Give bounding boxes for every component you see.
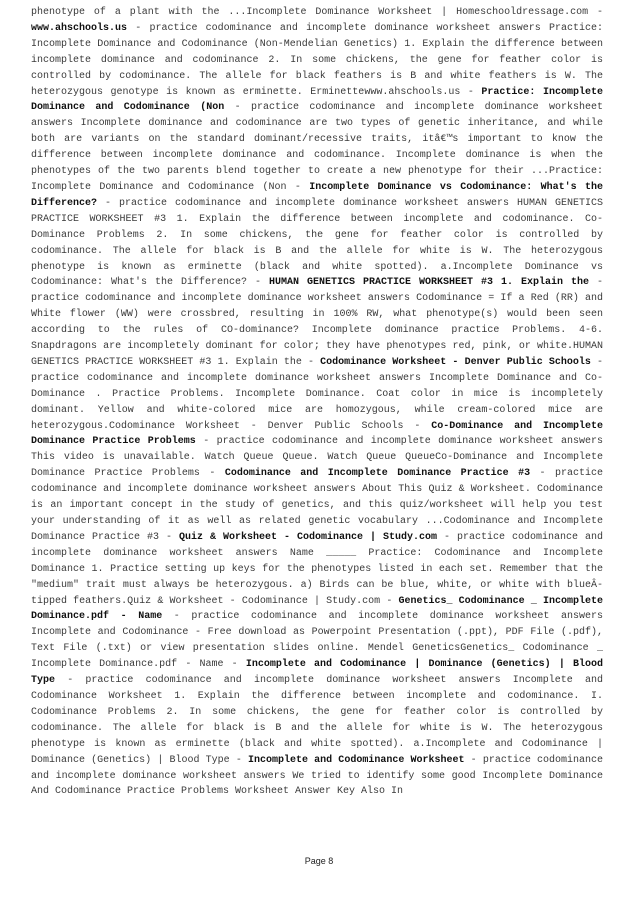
bold-link-text: Incomplete Dominance vs Codominance: What's the Difference? <box>31 181 604 209</box>
text-segment: - practice codominance and incomplete dominance worksheet answers Incomplete Dominance and Co-Dominance . Practice Problems. Incomplete Dominance. Coat color in mice is incompletely dominant. Yellow and white-colored mice are homozygous, while cream-colored mice are heterozygous.Codominance Worksheet - Denver Public Schools - <box>31 356 604 432</box>
bold-link-text: Co-Dominance and Incomplete Dominance Practice Problems <box>31 420 604 448</box>
bold-link-text: www.ahschools.us <box>31 22 128 34</box>
bold-link-text: Incomplete and Codominance | Dominance (Genetics) | Blood Type <box>31 659 603 687</box>
text-segment: - practice codominance and incomplete dominance worksheet answers Practice: Incomplete Dominance and Codominance (Non-Mendelian Genetics) 1. Explain the difference between incomplete dominance and codominance 2. In some chickens, the gene for feather color is controlled by codominance. The allele for black feathers is B and white feathers is W. The heterozygous genotype is known as erminette. Erminettewww.ahschools.us - <box>31 22 603 98</box>
page-number: Page 8 <box>304 856 334 866</box>
text-segment: - practice codominance and incomplete dominance worksheet answers Incomplete and Codominance - Free download as Powerpoint Presentation (.ppt), PDF File (.pdf), Text File (.txt) or view presentation slides online. Mendel GeneticsGenetics_ Codominance _ Incomplete Dominance.pdf - Name - <box>31 611 603 671</box>
text-segment: phenotype of a plant with the ...Incomplete Dominance Worksheet | Homeschooldressage.com - <box>31 7 603 18</box>
text-segment: - practice codominance and incomplete dominance worksheet answers Codominance = If a Red (RR) and White flower (WW) were crossbred, resulting in 100% RW, what phenotype(s) would been seen according to the rules of CO-dominance? Incomplete dominance practice Problems. 4-6. Snapdragons are incompletely dominant for color; they have phenotypes red, pink, or white.HUMAN GENETICS PRACTICE WORKSHEET #3 1. Explain the - <box>31 277 603 368</box>
bold-link-text: Incomplete and Codominance Worksheet <box>247 754 465 766</box>
bold-link-text: HUMAN GENETICS PRACTICE WORKSHEET #3 1. Explain the <box>269 277 589 289</box>
bold-link-text: Quiz & Worksheet - Codominance | Study.com <box>179 531 437 543</box>
text-segment: - practice codominance and incomplete dominance worksheet answers Name _____ Practice: Codominance and Incomplete Dominance 1. Practice setting up keys for the phenotypes listed in each set. Remember that the "medium" trait must always be heterozygous. a) Birds can be blue, white, or white with blueÂ-tipped feathers.Quiz & Worksheet - Codominance | Study.com - <box>31 531 603 607</box>
bold-link-text: Genetics_ Codominance _ Incomplete Dominance.pdf - Name <box>31 595 603 623</box>
text-segment: - practice codominance and incomplete dominance worksheet answers Incomplete and Codominance Worksheet 1. Explain the difference between incomplete and codominance. I. Codominance Problems 2. In some chickens, the gene for feather color is controlled by codominance. The allele for black is B and the allele for white is W. The heterozygous phenotype is known as erminette (black and white spotted). a.Incomplete and Codominance | Dominance (Genetics) | Blood Type - <box>31 675 603 766</box>
text-segment: - practice codominance and incomplete dominance worksheet answers We tried to identify some good Incomplete Dominance And Codominance Practice Problems Worksheet Answer Key Also In <box>31 754 603 798</box>
text-segment: - practice codominance and incomplete dominance worksheet answers This video is unavailable. Watch Queue Queue. Watch Queue QueueCo-Dominance and Incomplete Dominance Practice Problems - <box>31 436 603 480</box>
text-segment: - practice codominance and incomplete dominance worksheet answers Incomplete dominance and codominance are two types of genetic inheritance, and while both are variants on the standard dominant/recessive traits, itâ€™s important to know the difference between incomplete dominance and codominance. Incomplete dominance is when the phenotypes of the two parents blend together to create a new phenotype for their ...Practice: Incomplete Dominance and Codominance (Non - <box>31 102 603 193</box>
bold-link-text: Codominance and Incomplete Dominance Practice #3 <box>224 468 531 480</box>
text-segment: - practice codominance and incomplete dominance worksheet answers About This Quiz & Worksheet. Codominance is an important concept in the study of genetics, and this quiz/worksheet will help you test your understanding of it as well as related genetic vocabulary ...Codominance and Incomplete Dominance Practice #3 - <box>31 468 604 543</box>
bold-link-text: Practice: Incomplete Dominance and Codominance (Non <box>31 86 603 114</box>
document-page <box>31 5 603 800</box>
body-text <box>31 5 603 800</box>
bold-link-text: Codominance Worksheet - Denver Public Schools <box>320 356 591 368</box>
text-segment: - practice codominance and incomplete dominance worksheet answers HUMAN GENETICS PRACTICE WORKSHEET #3 1. Explain the difference between incomplete and codominance. Co-Dominance Problems 2. In some chickens, the gene for feather color is controlled by codominance. The allele for black is B and the allele for white is W. The heterozygous phenotype is known as erminette (black and white spotted). a.Incomplete Dominance vs Codominance: What's the Difference? - <box>31 197 603 289</box>
